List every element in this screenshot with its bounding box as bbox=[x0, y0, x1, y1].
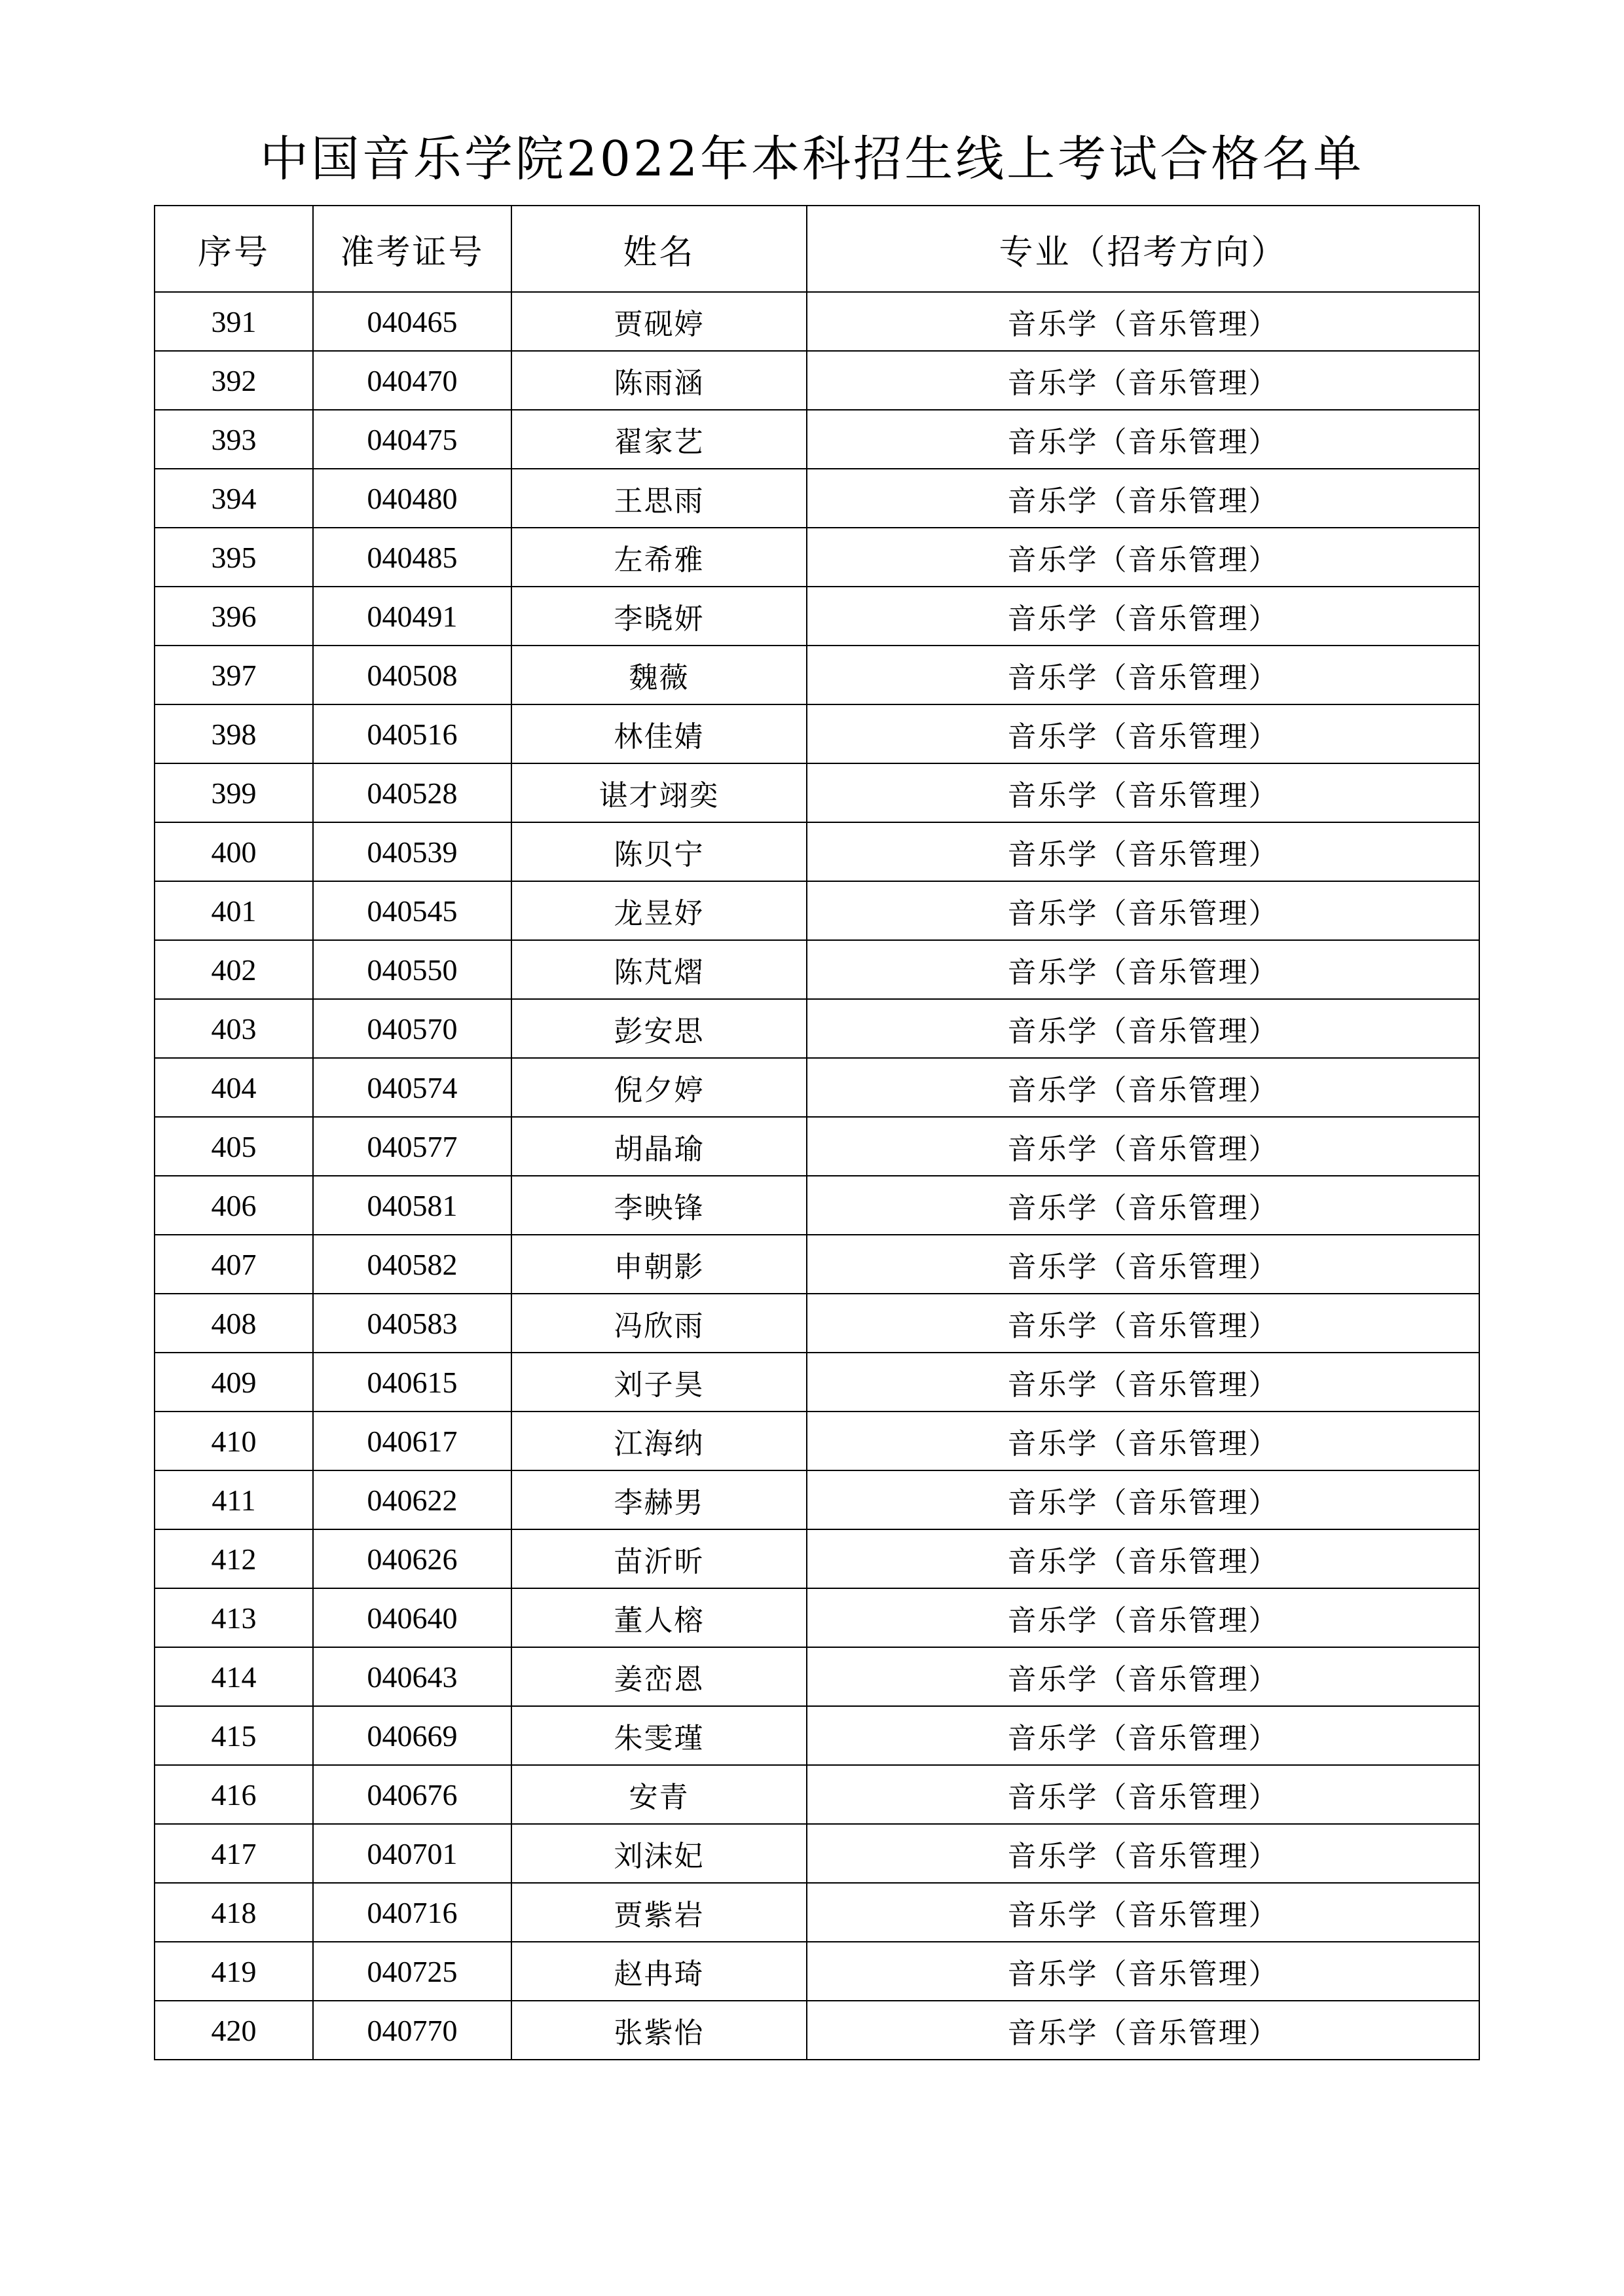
cell-seq: 417 bbox=[155, 1824, 313, 1883]
cell-name: 左希雅 bbox=[511, 528, 807, 587]
cell-exam-no: 040770 bbox=[313, 2001, 511, 2060]
cell-name: 李映锋 bbox=[511, 1176, 807, 1235]
cell-seq: 408 bbox=[155, 1294, 313, 1353]
cell-seq: 416 bbox=[155, 1765, 313, 1824]
cell-major: 音乐学（音乐管理） bbox=[807, 1058, 1479, 1117]
cell-name: 苗沂昕 bbox=[511, 1529, 807, 1588]
cell-seq: 414 bbox=[155, 1647, 313, 1706]
cell-major: 音乐学（音乐管理） bbox=[807, 1176, 1479, 1235]
cell-exam-no: 040622 bbox=[313, 1470, 511, 1529]
cell-name: 陈贝宁 bbox=[511, 822, 807, 881]
cell-major: 音乐学（音乐管理） bbox=[807, 1706, 1479, 1765]
table-row bbox=[155, 2001, 1479, 2060]
cell-seq: 402 bbox=[155, 940, 313, 999]
page-title: 中国音乐学院2022年本科招生线上考试合格名单 bbox=[259, 131, 1365, 187]
cell-seq: 396 bbox=[155, 587, 313, 646]
cell-exam-no: 040626 bbox=[313, 1529, 511, 1588]
table-row bbox=[155, 528, 1479, 587]
cell-seq: 397 bbox=[155, 646, 313, 704]
cell-seq: 403 bbox=[155, 999, 313, 1058]
cell-exam-no: 040582 bbox=[313, 1235, 511, 1294]
table-row bbox=[155, 1588, 1479, 1647]
cell-exam-no: 040491 bbox=[313, 587, 511, 646]
cell-major: 音乐学（音乐管理） bbox=[807, 410, 1479, 469]
cell-major: 音乐学（音乐管理） bbox=[807, 528, 1479, 587]
table-row bbox=[155, 1647, 1479, 1706]
cell-exam-no: 040516 bbox=[313, 704, 511, 763]
cell-major: 音乐学（音乐管理） bbox=[807, 2001, 1479, 2060]
cell-exam-no: 040539 bbox=[313, 822, 511, 881]
cell-name: 刘子昊 bbox=[511, 1353, 807, 1412]
cell-exam-no: 040528 bbox=[313, 763, 511, 822]
cell-seq: 409 bbox=[155, 1353, 313, 1412]
table-row bbox=[155, 1883, 1479, 1942]
table-row bbox=[155, 1470, 1479, 1529]
cell-major: 音乐学（音乐管理） bbox=[807, 822, 1479, 881]
table-row bbox=[155, 1058, 1479, 1117]
cell-major: 音乐学（音乐管理） bbox=[807, 1942, 1479, 2001]
cell-seq: 407 bbox=[155, 1235, 313, 1294]
table-row bbox=[155, 1765, 1479, 1824]
cell-seq: 406 bbox=[155, 1176, 313, 1235]
table-row bbox=[155, 940, 1479, 999]
cell-name: 翟家艺 bbox=[511, 410, 807, 469]
cell-exam-no: 040577 bbox=[313, 1117, 511, 1176]
cell-major: 音乐学（音乐管理） bbox=[807, 999, 1479, 1058]
cell-seq: 418 bbox=[155, 1883, 313, 1942]
cell-name: 魏薇 bbox=[511, 646, 807, 704]
cell-exam-no: 040574 bbox=[313, 1058, 511, 1117]
cell-seq: 400 bbox=[155, 822, 313, 881]
cell-exam-no: 040725 bbox=[313, 1942, 511, 2001]
cell-exam-no: 040570 bbox=[313, 999, 511, 1058]
table-row bbox=[155, 469, 1479, 528]
table-row bbox=[155, 1117, 1479, 1176]
cell-seq: 405 bbox=[155, 1117, 313, 1176]
cell-major: 音乐学（音乐管理） bbox=[807, 1529, 1479, 1588]
cell-major: 音乐学（音乐管理） bbox=[807, 763, 1479, 822]
table-header bbox=[155, 206, 1479, 292]
cell-seq: 420 bbox=[155, 2001, 313, 2060]
cell-exam-no: 040550 bbox=[313, 940, 511, 999]
table-row bbox=[155, 1353, 1479, 1412]
cell-exam-no: 040470 bbox=[313, 351, 511, 410]
cell-exam-no: 040640 bbox=[313, 1588, 511, 1647]
cell-exam-no: 040701 bbox=[313, 1824, 511, 1883]
cell-major: 音乐学（音乐管理） bbox=[807, 1647, 1479, 1706]
cell-major: 音乐学（音乐管理） bbox=[807, 1235, 1479, 1294]
table-body bbox=[155, 292, 1479, 2060]
table-row bbox=[155, 1824, 1479, 1883]
cell-name: 李赫男 bbox=[511, 1470, 807, 1529]
cell-seq: 394 bbox=[155, 469, 313, 528]
table-row bbox=[155, 999, 1479, 1058]
cell-name: 江海纳 bbox=[511, 1412, 807, 1470]
table-row bbox=[155, 292, 1479, 351]
cell-name: 赵冉琦 bbox=[511, 1942, 807, 2001]
cell-major: 音乐学（音乐管理） bbox=[807, 940, 1479, 999]
cell-exam-no: 040508 bbox=[313, 646, 511, 704]
cell-major: 音乐学（音乐管理） bbox=[807, 1353, 1479, 1412]
cell-name: 彭安思 bbox=[511, 999, 807, 1058]
cell-seq: 412 bbox=[155, 1529, 313, 1588]
cell-name: 申朝影 bbox=[511, 1235, 807, 1294]
cell-seq: 410 bbox=[155, 1412, 313, 1470]
cell-name: 朱雯瑾 bbox=[511, 1706, 807, 1765]
cell-major: 音乐学（音乐管理） bbox=[807, 704, 1479, 763]
cell-major: 音乐学（音乐管理） bbox=[807, 881, 1479, 940]
cell-seq: 415 bbox=[155, 1706, 313, 1765]
cell-exam-no: 040676 bbox=[313, 1765, 511, 1824]
table-row bbox=[155, 704, 1479, 763]
header-exam-no: 准考证号 bbox=[313, 206, 511, 292]
header-row bbox=[155, 206, 1479, 292]
cell-name: 安青 bbox=[511, 1765, 807, 1824]
cell-major: 音乐学（音乐管理） bbox=[807, 1412, 1479, 1470]
cell-exam-no: 040643 bbox=[313, 1647, 511, 1706]
cell-seq: 401 bbox=[155, 881, 313, 940]
cell-name: 张紫怡 bbox=[511, 2001, 807, 2060]
cell-exam-no: 040617 bbox=[313, 1412, 511, 1470]
cell-name: 贾砚婷 bbox=[511, 292, 807, 351]
cell-major: 音乐学（音乐管理） bbox=[807, 351, 1479, 410]
cell-seq: 391 bbox=[155, 292, 313, 351]
cell-exam-no: 040465 bbox=[313, 292, 511, 351]
header-name: 姓名 bbox=[511, 206, 807, 292]
table-row bbox=[155, 881, 1479, 940]
cell-name: 胡晶瑜 bbox=[511, 1117, 807, 1176]
cell-seq: 395 bbox=[155, 528, 313, 587]
cell-name: 谌才翊奕 bbox=[511, 763, 807, 822]
table-row bbox=[155, 410, 1479, 469]
cell-major: 音乐学（音乐管理） bbox=[807, 1765, 1479, 1824]
table-row bbox=[155, 1412, 1479, 1470]
table-row bbox=[155, 351, 1479, 410]
header-major: 专业（招考方向） bbox=[807, 206, 1479, 292]
cell-exam-no: 040583 bbox=[313, 1294, 511, 1353]
cell-name: 倪夕婷 bbox=[511, 1058, 807, 1117]
cell-name: 王思雨 bbox=[511, 469, 807, 528]
cell-name: 陈芃熠 bbox=[511, 940, 807, 999]
cell-name: 陈雨涵 bbox=[511, 351, 807, 410]
cell-exam-no: 040716 bbox=[313, 1883, 511, 1942]
cell-major: 音乐学（音乐管理） bbox=[807, 1294, 1479, 1353]
table-row bbox=[155, 587, 1479, 646]
cell-exam-no: 040581 bbox=[313, 1176, 511, 1235]
cell-major: 音乐学（音乐管理） bbox=[807, 1117, 1479, 1176]
cell-seq: 393 bbox=[155, 410, 313, 469]
cell-name: 冯欣雨 bbox=[511, 1294, 807, 1353]
admission-list-table bbox=[154, 205, 1480, 2060]
cell-seq: 399 bbox=[155, 763, 313, 822]
cell-major: 音乐学（音乐管理） bbox=[807, 469, 1479, 528]
cell-seq: 411 bbox=[155, 1470, 313, 1529]
cell-exam-no: 040669 bbox=[313, 1706, 511, 1765]
cell-name: 李晓妍 bbox=[511, 587, 807, 646]
table-row bbox=[155, 1235, 1479, 1294]
cell-name: 董人榕 bbox=[511, 1588, 807, 1647]
cell-major: 音乐学（音乐管理） bbox=[807, 1588, 1479, 1647]
cell-seq: 398 bbox=[155, 704, 313, 763]
cell-name: 姜峦恩 bbox=[511, 1647, 807, 1706]
cell-major: 音乐学（音乐管理） bbox=[807, 646, 1479, 704]
cell-major: 音乐学（音乐管理） bbox=[807, 292, 1479, 351]
table-row bbox=[155, 1942, 1479, 2001]
cell-exam-no: 040485 bbox=[313, 528, 511, 587]
cell-seq: 413 bbox=[155, 1588, 313, 1647]
table-row bbox=[155, 1529, 1479, 1588]
cell-name: 龙昱妤 bbox=[511, 881, 807, 940]
cell-seq: 419 bbox=[155, 1942, 313, 2001]
header-seq: 序号 bbox=[155, 206, 313, 292]
cell-seq: 404 bbox=[155, 1058, 313, 1117]
cell-major: 音乐学（音乐管理） bbox=[807, 1824, 1479, 1883]
table-row bbox=[155, 646, 1479, 704]
cell-exam-no: 040480 bbox=[313, 469, 511, 528]
cell-exam-no: 040475 bbox=[313, 410, 511, 469]
cell-exam-no: 040545 bbox=[313, 881, 511, 940]
cell-major: 音乐学（音乐管理） bbox=[807, 1883, 1479, 1942]
table-row bbox=[155, 1706, 1479, 1765]
cell-name: 林佳婧 bbox=[511, 704, 807, 763]
cell-name: 贾紫岩 bbox=[511, 1883, 807, 1942]
table-row bbox=[155, 763, 1479, 822]
table-row bbox=[155, 1176, 1479, 1235]
cell-exam-no: 040615 bbox=[313, 1353, 511, 1412]
cell-seq: 392 bbox=[155, 351, 313, 410]
table-row bbox=[155, 1294, 1479, 1353]
cell-major: 音乐学（音乐管理） bbox=[807, 1470, 1479, 1529]
cell-major: 音乐学（音乐管理） bbox=[807, 587, 1479, 646]
cell-name: 刘沫妃 bbox=[511, 1824, 807, 1883]
table-row bbox=[155, 822, 1479, 881]
